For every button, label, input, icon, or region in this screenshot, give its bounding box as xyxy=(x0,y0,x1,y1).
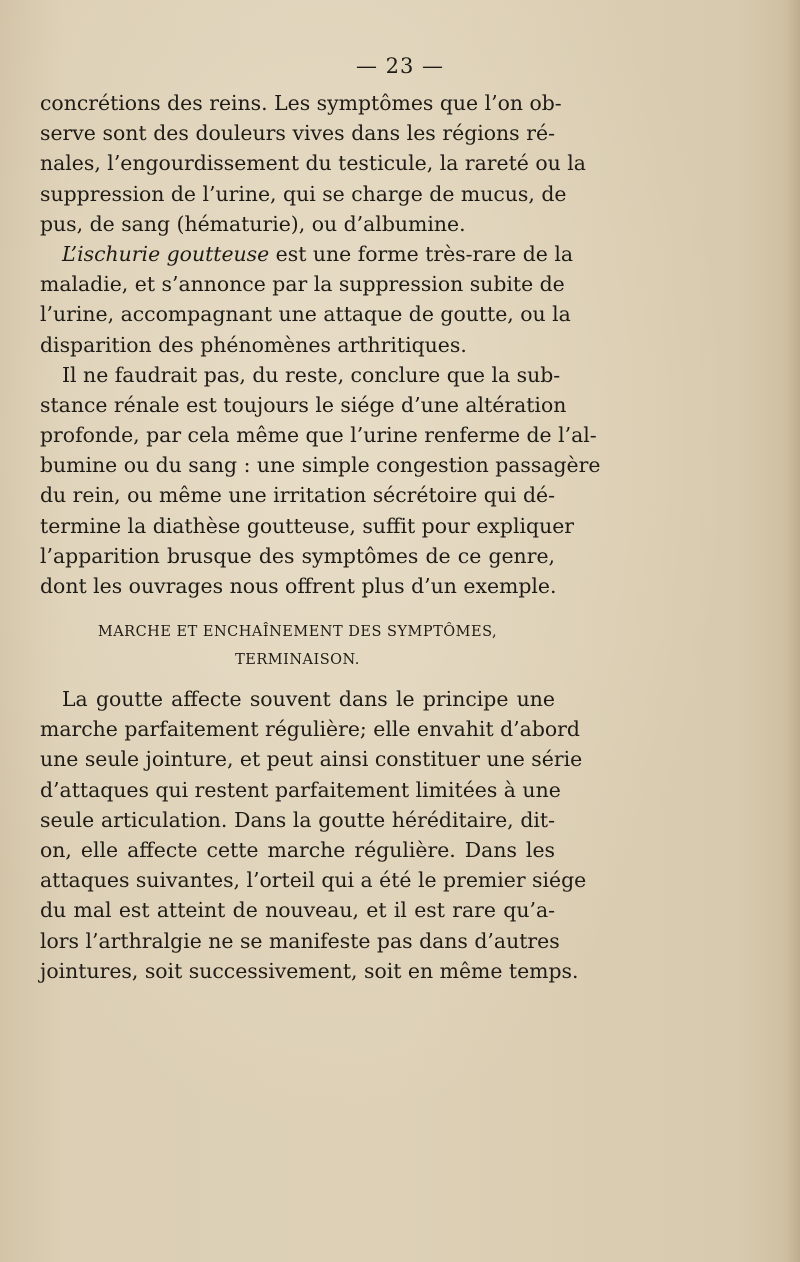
line-text: concrétions des reins. Les symptômes que l’on ob- xyxy=(40,91,562,115)
text-line xyxy=(40,269,565,299)
line-text: seule articulation. Dans la goutte héréditaire, dit- xyxy=(40,807,555,832)
text-line xyxy=(40,775,561,805)
line-text: stance rénale est toujours le siége d’une altération xyxy=(40,392,567,417)
line-text: La goutte affecte souvent dans le principe une xyxy=(62,687,555,711)
text-line xyxy=(40,88,562,118)
text-line xyxy=(40,956,579,986)
text-line xyxy=(40,118,555,148)
text-line xyxy=(40,420,597,450)
line-text: Il ne faudrait pas, du reste, conclure que la sub- xyxy=(62,362,561,387)
text-line xyxy=(40,541,555,571)
text-line xyxy=(40,450,601,480)
line-text: marche parfaitement régulière; elle envahit d’abord xyxy=(40,717,580,742)
text-line xyxy=(40,480,555,510)
text-line xyxy=(40,926,560,956)
text-line xyxy=(40,390,567,420)
text-line xyxy=(40,744,583,774)
page-edge-shadow xyxy=(786,0,800,1262)
line-text: attaques suivantes, l’orteil qui a été le premier siége xyxy=(40,868,587,893)
text-line xyxy=(40,179,567,209)
line-text: termine la diathèse goutteuse, suffit pour expliquer xyxy=(40,513,575,538)
section-heading-line-2: TERMINAISON. xyxy=(235,652,360,668)
text-line xyxy=(40,865,587,895)
text-line xyxy=(40,511,575,541)
line-text: du rein, ou même une irritation sécrétoire qui dé- xyxy=(40,483,555,508)
line-text: du mal est atteint de nouveau, et il est rare qu’a- xyxy=(40,898,555,923)
body-text-bottom xyxy=(40,684,587,986)
line-text: une seule jointure, et peut ainsi constituer une série xyxy=(40,747,583,772)
line-text: est une forme très-rare de la xyxy=(269,241,574,266)
line-text: suppression de l’urine, qui se charge de mucus, de xyxy=(40,181,567,206)
page-number: — 23 — xyxy=(355,54,445,78)
line-text: l’apparition brusque des symptômes de ce genre, xyxy=(40,543,555,568)
line-text: pus, de sang (hématurie), ou d’albumine. xyxy=(40,211,466,236)
line-text: bumine ou du sang : une simple congestion passagère xyxy=(40,453,601,478)
text-line xyxy=(40,805,555,835)
line-text: serve sont des douleurs vives dans les régions ré- xyxy=(40,121,555,146)
line-text: dont les ouvrages nous offrent plus d’un exemple. xyxy=(40,574,557,598)
line-text: d’attaques qui restent parfaitement limitées à une xyxy=(40,777,561,802)
line-text: nales, l’engourdissement du testicule, la rareté ou la xyxy=(40,151,586,176)
text-line xyxy=(40,239,574,269)
line-text: jointures, soit successivement, soit en même temps. xyxy=(40,958,579,983)
line-text: lors l’arthralgie ne se manifeste pas dans d’autres xyxy=(40,928,560,953)
line-text: l’urine, accompagnant une attaque de goutte, ou la xyxy=(40,302,571,327)
text-line xyxy=(40,835,555,865)
body-text-top xyxy=(40,88,601,601)
text-line xyxy=(40,684,555,714)
text-line xyxy=(40,148,586,178)
line-text: on, elle affecte cette marche régulière. Dans les xyxy=(40,837,555,862)
text-line xyxy=(40,209,555,239)
text-line xyxy=(40,330,555,360)
section-heading xyxy=(40,618,555,674)
text-line xyxy=(40,571,555,601)
italic-term: L’ischurie goutteuse xyxy=(62,241,270,266)
section-heading-line-1: MARCHE ET ENCHAÎNEMENT DES SYMPTÔMES, xyxy=(97,624,498,640)
text-line xyxy=(40,714,580,744)
line-text: profonde, par cela même que l’urine renferme de l’al- xyxy=(40,423,597,448)
line-text: disparition des phénomènes arthritiques. xyxy=(40,332,467,357)
text-line xyxy=(40,299,571,329)
text-line xyxy=(40,360,561,390)
text-line xyxy=(40,895,555,925)
line-text: maladie, et s’annonce par la suppression subite de xyxy=(40,272,565,297)
